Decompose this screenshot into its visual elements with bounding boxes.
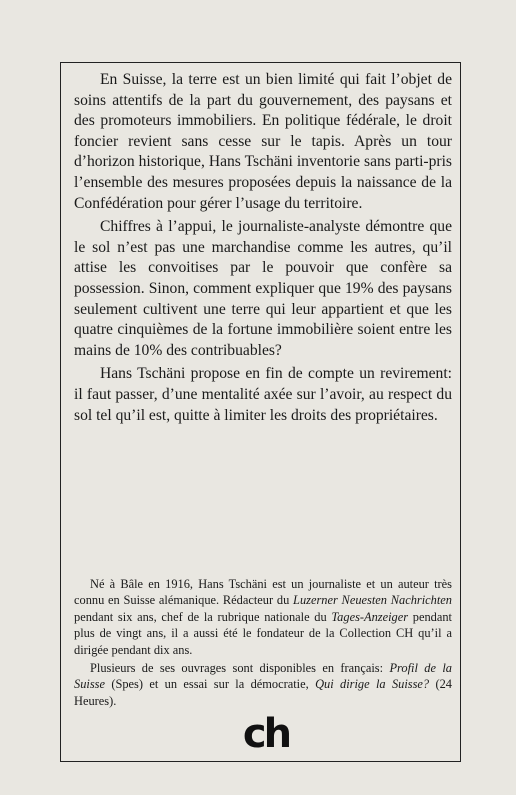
bio-paragraph-1 <box>74 576 452 658</box>
book-title: Qui dirige la Suisse? <box>315 677 430 692</box>
bio-paragraph-2 <box>74 660 452 709</box>
ch-publisher-logo <box>236 716 296 752</box>
newspaper-title: Tages-Anzeiger <box>331 609 409 624</box>
bio-text: (24 Heures). <box>74 677 452 708</box>
bio-text: pendant six ans, chef de la rubrique nationale du <box>74 609 332 624</box>
book-title: Profil de la Suisse <box>74 661 452 692</box>
bio-text: Plusieurs de ses ouvrages sont disponibles en français: <box>90 661 390 676</box>
blurb-paragraph-1: En Suisse, la terre est un bien limité qui fait l’objet de soins attentifs de la part du gouvernement, des paysans et des promoteurs immobiliers. En politique fédérale, le droit foncier revient sans cesse sur le tapis. Après un tour d’horizon historique, Hans Tschäni inventorie sans parti-pris l’ensemble des mesures proposées depuis la naissance de la Confédération pour gérer l’usage du territoire. <box>74 71 452 212</box>
newspaper-title: Luzerner Neuesten Nachrichten <box>293 593 452 608</box>
back-cover-blurb <box>74 70 452 429</box>
bio-text: Né à Bâle en 1916, Hans Tschäni est un journaliste et un auteur très connu en Suisse alémanique. Rédacteur du <box>74 577 452 608</box>
logo-text: ch <box>242 716 290 752</box>
blurb-paragraph-2: Chiffres à l’appui, le journaliste-analyste démontre que le sol n’est pas une marchandise comme les autres, qu’il attise les convoitises par le pouvoir que confère sa possession. Sinon, comment expliquer que 19% des paysans seulement cultivent une terre qui leur appartient et que les quatre cinquièmes de la fortune immobilière soient entre les mains de 10% des contribuables? <box>74 218 452 359</box>
author-bio <box>74 576 452 711</box>
bio-text: pendant plus de vingt ans, il a aussi été le fondateur de la Collection CH qu’il a dirigée pendant dix ans. <box>74 609 452 657</box>
bio-text: (Spes) et un essai sur la démocratie, <box>104 677 316 692</box>
blurb-paragraph-3: Hans Tschäni propose en fin de compte un revirement: il faut passer, d’une mentalité axée sur l’avoir, au respect du sol tel qu’il est, quitte à limiter les droits des propriétaires. <box>74 365 452 424</box>
